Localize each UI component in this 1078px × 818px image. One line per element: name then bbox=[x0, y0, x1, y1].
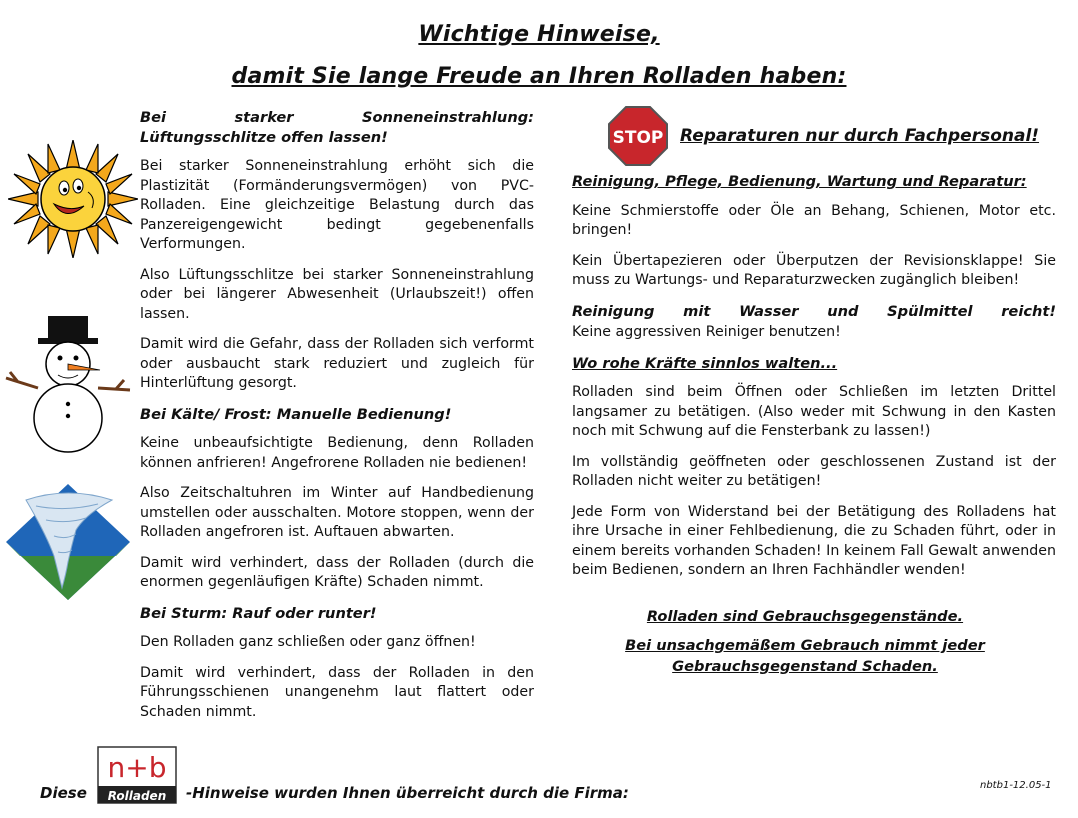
tornado-icon bbox=[6, 484, 130, 604]
title-line-2: damit Sie lange Freude an Ihren Rolladen haben: bbox=[231, 64, 847, 89]
paragraph-maintenance-1: Keine Schmierstoffe oder Öle an Behang, Schienen, Motor etc. bringen! bbox=[572, 202, 1056, 238]
stop-heading: Reparaturen nur durch Fachpersonal! bbox=[680, 126, 1040, 146]
paragraph-sun-1: Bei starker Sonneneinstrahlung erhöht sich die Plastizität (Formänderungsvermögen) von PVC-Rolladen. Eine gleichzeitige Belastung durch das Panzereigengewicht bedingt gegebenenfalls Verformungen. bbox=[140, 158, 534, 252]
heading-force: Wo rohe Kräfte sinnlos walten... bbox=[572, 354, 838, 372]
logo-mark: n+b bbox=[107, 751, 167, 784]
note-misuse-line-1: Bei unsachgemäßem Gebrauch nimmt jeder bbox=[625, 637, 985, 654]
paragraph-frost-2: Also Zeitschaltuhren im Winter auf Handbedienung umstellen oder ausschalten. Motore stoppen, wenn der Rolladen angefroren ist. Auftauen abwarten. bbox=[140, 485, 534, 540]
heading-sun-line-1: Bei starker Sonneneinstrahlung: bbox=[140, 109, 534, 126]
heading-storm: Bei Sturm: Rauf oder runter! bbox=[140, 604, 377, 622]
stop-sign-icon bbox=[608, 106, 668, 166]
paragraph-force-1: Rolladen sind beim Öffnen oder Schließen im letzten Drittel langsamer zu betätigen. (Also weder mit Schwung in den Kasten noch mit Schwung auf die Fensterbank zu lassen!) bbox=[572, 384, 1056, 439]
paragraph-cleaning: Keine aggressiven Reiniger benutzen! bbox=[572, 324, 841, 340]
sun-icon bbox=[8, 140, 138, 258]
paragraph-storm-1: Den Rolladen ganz schließen oder ganz öffnen! bbox=[140, 634, 476, 650]
heading-maintenance: Reinigung, Pflege, Bedienung, Wartung und Reparatur: bbox=[572, 173, 1027, 190]
paragraph-frost-3: Damit wird verhindert, dass der Rolladen (durch die enormen gegenläufigen Kräfte) Schaden nimmt. bbox=[140, 554, 534, 590]
title-line-1: Wichtige Hinweise, bbox=[418, 22, 660, 47]
heading-frost: Bei Kälte/ Frost: Manuelle Bedienung! bbox=[140, 405, 452, 423]
stop-sign-text: STOP bbox=[612, 128, 664, 148]
heading-sun-line-2: Lüftungsschlitze offen lassen! bbox=[140, 128, 388, 146]
note-misuse bbox=[572, 635, 1038, 677]
note-misuse-line-2: Gebrauchsgegenstand Schaden. bbox=[672, 658, 938, 675]
paragraph-frost-1: Keine unbeaufsichtigte Bedienung, denn Rolladen können anfrieren! Angefrorene Rolladen nie bedienen! bbox=[140, 435, 534, 471]
note-usage-items: Rolladen sind Gebrauchsgegenstände. bbox=[646, 608, 964, 625]
heading-sun bbox=[140, 108, 534, 147]
left-column bbox=[140, 108, 534, 733]
paragraph-sun-3: Damit wird die Gefahr, dass der Rolladen sich verformt oder ausbaucht stark reduziert und zugleich für Hinterlüftung gesorgt. bbox=[140, 336, 534, 391]
document-reference: nbtb1-12.05-1 bbox=[980, 780, 1052, 791]
right-column bbox=[572, 172, 1056, 592]
footer-suffix: -Hinweise wurden Ihnen überreicht durch die Firma: bbox=[186, 784, 629, 802]
stop-heading-row bbox=[608, 106, 1039, 166]
paragraph-sun-2: Also Lüftungsschlitze bei starker Sonneneinstrahlung oder bei längerer Abwesenheit (Urlaubszeit!) offen lassen. bbox=[140, 266, 534, 322]
paragraph-storm-2: Damit wird verhindert, dass der Rolladen in den Führungsschienen unangenehm laut flattert oder Schaden nimmt. bbox=[140, 664, 534, 720]
paragraph-force-3: Jede Form von Widerstand bei der Betätigung des Rolladens hat ihre Ursache in einer Fehlbedienung, die zu Schaden führt, oder in einem bereits vorhanden Schaden! In keinem Fall Gewalt anwenden beim Bedienen, sondern an Ihren Fachhändler wenden! bbox=[572, 503, 1056, 578]
heading-cleaning: Reinigung mit Wasser und Spülmittel reicht! bbox=[572, 302, 1056, 320]
company-logo bbox=[97, 746, 177, 804]
paragraph-maintenance-2: Kein Übertapezieren oder Überputzen der Revisionsklappe! Sie muss zu Wartungs- und Reparaturzwecken zugänglich bleiben! bbox=[572, 252, 1056, 288]
snowman-icon bbox=[4, 312, 134, 454]
paragraph-force-2: Im vollständig geöffneten oder geschlossenen Zustand ist der Rolladen nicht weiter zu betätigen! bbox=[572, 453, 1056, 489]
logo-text: Rolladen bbox=[107, 789, 167, 803]
footer-prefix: Diese bbox=[40, 784, 87, 802]
